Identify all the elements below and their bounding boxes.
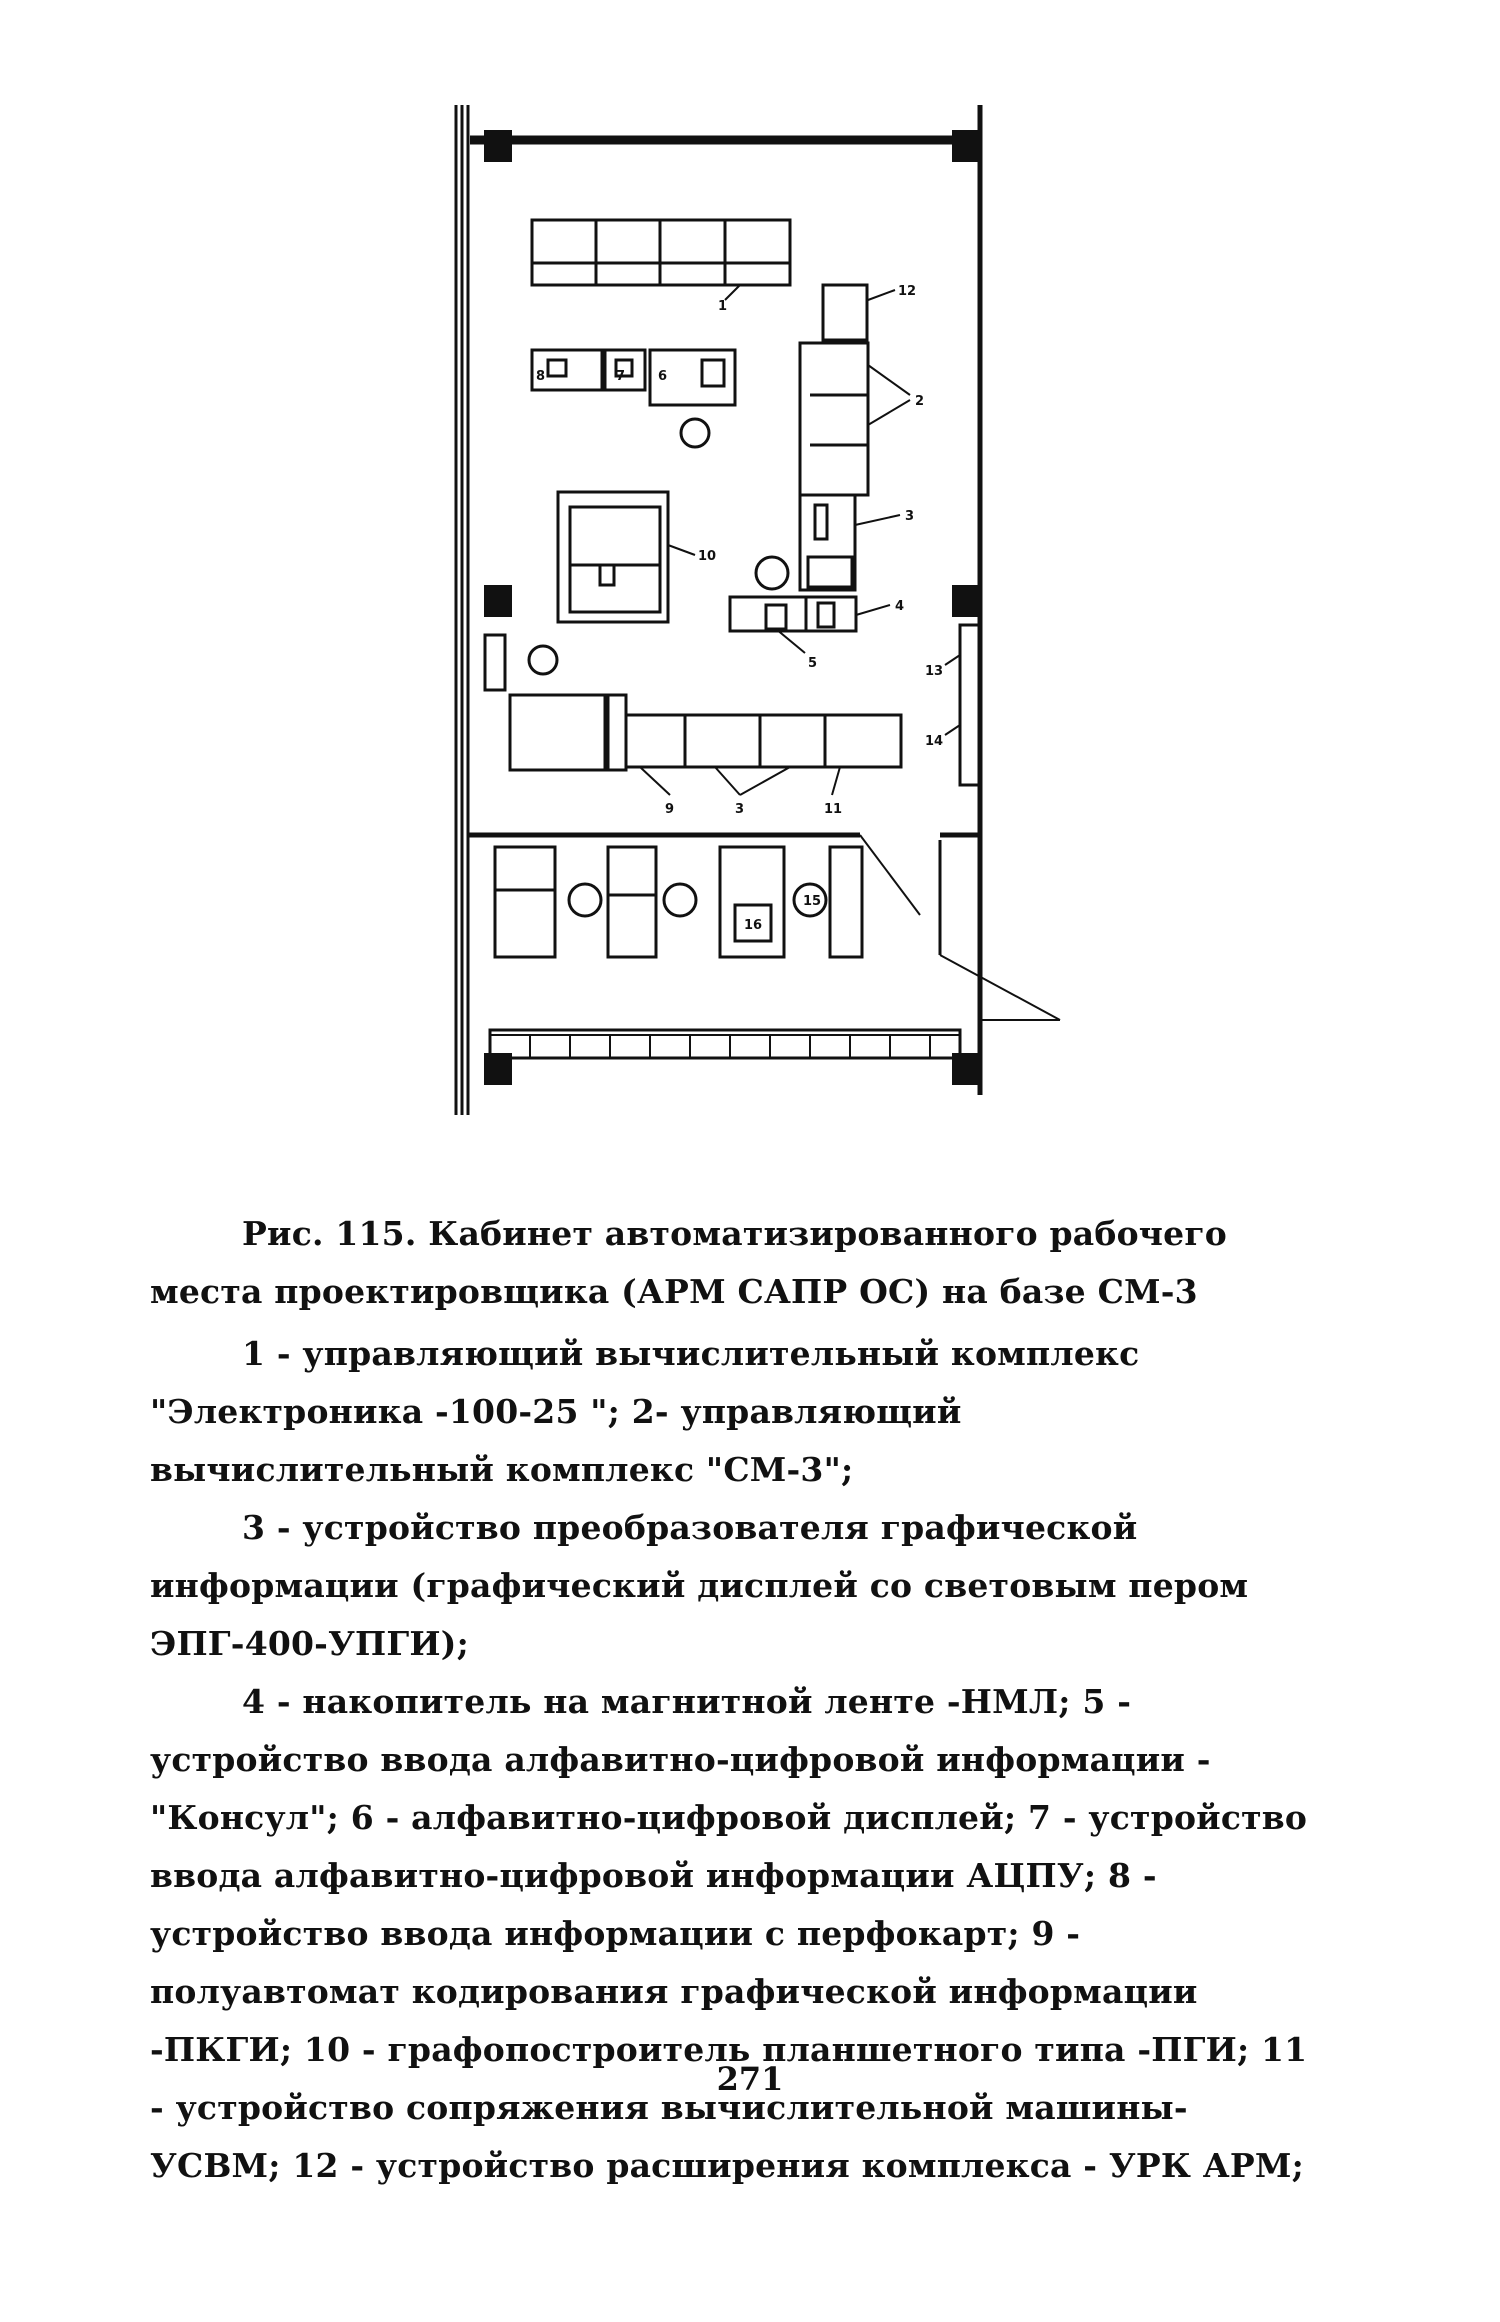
label-9: 9 <box>665 802 675 817</box>
figure-caption <box>150 1205 1310 1321</box>
equipment-5 <box>766 605 786 629</box>
floor-plan-figure <box>440 95 1080 1125</box>
label-14: 14 <box>925 734 944 749</box>
equipment-12 <box>823 285 867 340</box>
label-3b: 3 <box>735 802 745 817</box>
label-6: 6 <box>658 369 668 384</box>
equipment-4 <box>730 597 806 631</box>
label-7: 7 <box>616 369 626 384</box>
label-12: 12 <box>898 284 917 299</box>
equipment-13-14 <box>960 625 980 785</box>
page-number: 271 <box>716 2060 784 2098</box>
equipment-2 <box>800 343 868 495</box>
equipment-9 <box>510 695 605 770</box>
label-8: 8 <box>536 369 546 384</box>
label-16: 16 <box>744 918 763 933</box>
legend-item: 1 - управляющий вычислительный комплекс "Электроника -100-25 "; 2- управляющий вычислительный комплекс "СМ-3"; <box>150 1334 1140 1489</box>
legend-item: 3 - устройство преобразователя графической информации (графический дисплей со световым пером ЭПГ-400-УПГИ); <box>150 1508 1249 1663</box>
label-1: 1 <box>718 299 728 314</box>
caption-text: Рис. 115. Кабинет автоматизированного рабочего места проектировщика (АРМ САПР ОС) на базе СМ-3 <box>150 1214 1227 1311</box>
label-5: 5 <box>808 656 818 671</box>
label-11: 11 <box>824 802 843 817</box>
label-10: 10 <box>698 549 717 564</box>
label-2: 2 <box>915 394 925 409</box>
label-15: 15 <box>803 894 822 909</box>
label-13: 13 <box>925 664 944 679</box>
label-3: 3 <box>905 509 915 524</box>
legend-item: 4 - накопитель на магнитной ленте -НМЛ; 5 - устройство ввода алфавитно-цифровой информации - "Консул"; 6 - алфавитно-цифровой дисплей; 7 - устройство ввода алфавитно-цифровой информации АЦПУ; 8 - устройство ввода информации с перфокарт; 9 - полуавтомат кодирования графической информации -ПКГИ; 10 - графопостроитель планшетного типа -ПГИ; 11 - устройство сопряжения вычислительной машины-УСВМ; 12 - устройство расширения комплекса - УРК АРМ; <box>150 1682 1308 2185</box>
label-4: 4 <box>895 599 905 614</box>
equipment-10 <box>558 492 668 622</box>
